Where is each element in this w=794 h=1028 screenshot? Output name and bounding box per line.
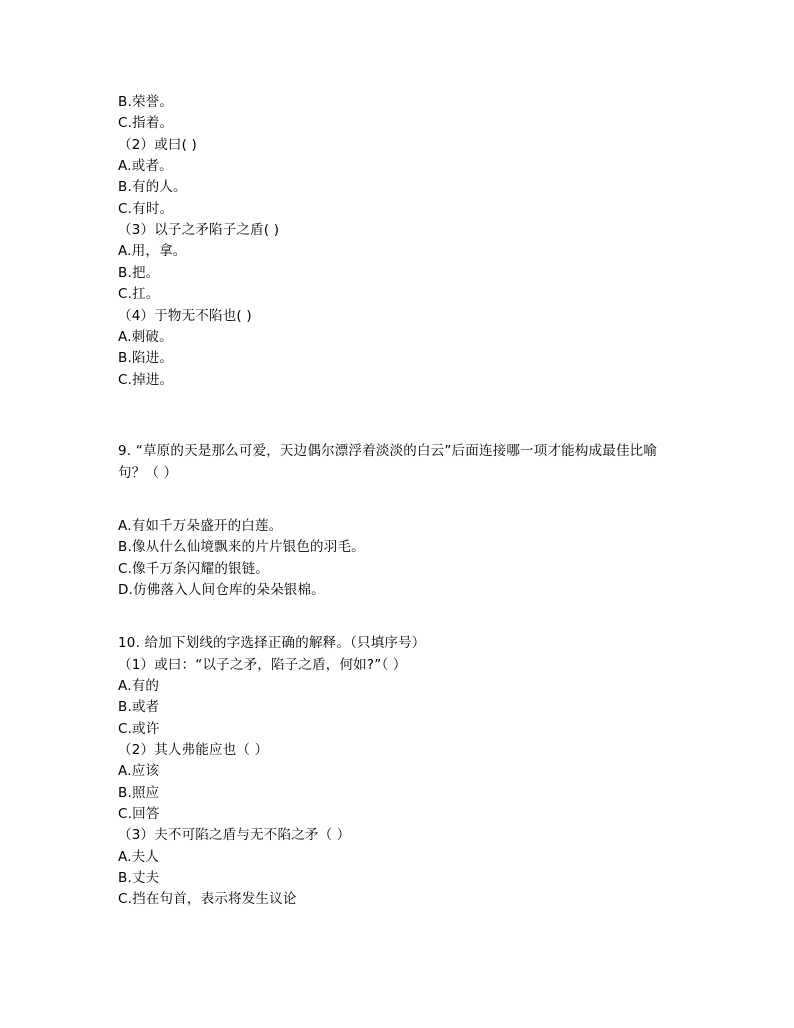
q8-3-option-b: B.把。 <box>118 265 160 281</box>
q9-option-d: D.仿佛落入人间仓库的朵朵银棉。 <box>118 582 325 598</box>
q8-2-option-c: C.有时。 <box>118 201 174 217</box>
q10-sub-question-2: （2）其人弗能应也（ ） <box>118 742 269 758</box>
q8-sub-question-2: （2）或曰( ) <box>118 137 198 153</box>
q8-2-option-b: B.有的人。 <box>118 179 187 195</box>
q9-stem-line-1: 9. “草原的天是那么可爱，天边偶尔漂浮着淡淡的白云”后面连接哪一项才能构成最佳比喻 <box>118 443 658 459</box>
q10-3-option-b: B.丈夫 <box>118 870 160 886</box>
q9-stem-line-2: 句？（ ） <box>118 465 178 481</box>
q10-stem: 10. 给加下划线的字选择正确的解释。（只填序号） <box>118 635 426 651</box>
q10-sub-question-3: （3）夫不可陷之盾与无不陷之矛（ ） <box>118 827 351 843</box>
q8-3-option-a: A.用，拿。 <box>118 243 187 259</box>
q10-2-option-c: C.回答 <box>118 806 160 822</box>
q10-3-option-a: A.夫人 <box>118 849 160 865</box>
q9-option-a: A.有如千万朵盛开的白莲。 <box>118 518 283 534</box>
q8-4-option-a: A.刺破。 <box>118 329 173 345</box>
document-page <box>118 0 738 1028</box>
q9-option-b: B.像从什么仙境飘来的片片银色的羽毛。 <box>118 539 365 555</box>
q8-2-option-a: A.或者。 <box>118 158 173 174</box>
q8-option-c: C.指着。 <box>118 115 174 131</box>
q9-option-c: C.像千万条闪耀的银链。 <box>118 561 270 577</box>
q8-3-option-c: C.扛。 <box>118 286 160 302</box>
q8-option-b: B.荣誉。 <box>118 94 174 110</box>
q8-sub-question-4: （4）于物无不陷也( ) <box>118 308 252 324</box>
q10-3-option-c: C.挡在句首，表示将发生议论 <box>118 891 297 907</box>
q8-sub-question-3: （3）以子之矛陷子之盾( ) <box>118 222 280 238</box>
q10-sub-question-1: （1）或曰：“以子之矛，陷子之盾，何如?”（ ） <box>118 657 407 673</box>
q10-2-option-a: A.应该 <box>118 763 160 779</box>
q10-2-option-b: B.照应 <box>118 785 160 801</box>
q10-1-option-a: A.有的 <box>118 678 160 694</box>
q8-4-option-b: B.陷进。 <box>118 350 174 366</box>
q10-1-option-b: B.或者 <box>118 699 160 715</box>
q8-4-option-c: C.掉进。 <box>118 372 174 388</box>
q10-1-option-c: C.或许 <box>118 721 160 737</box>
